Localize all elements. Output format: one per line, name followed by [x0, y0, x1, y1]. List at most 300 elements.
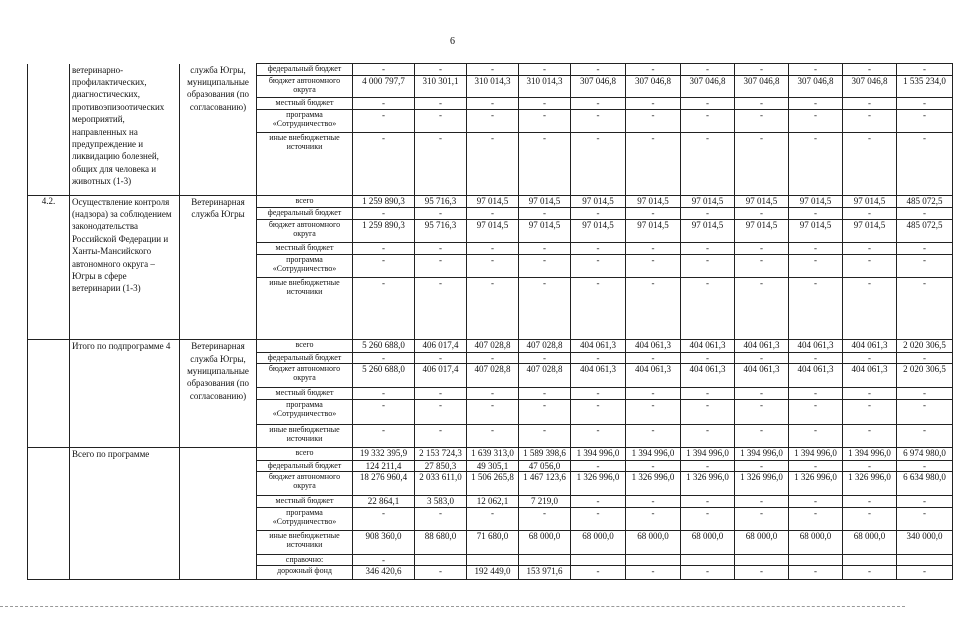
amount-cell: -	[681, 254, 735, 277]
amount-cell: -	[626, 424, 681, 447]
budget-table	[27, 63, 953, 580]
amount-cell: -	[897, 243, 953, 255]
amount-cell: -	[843, 109, 897, 133]
amount-cell: -	[843, 496, 897, 508]
amount-cell: -	[843, 277, 897, 339]
amount-cell: -	[415, 64, 467, 76]
amount-cell: -	[789, 98, 843, 110]
amount-cell: 404 061,3	[571, 340, 626, 353]
amount-cell: -	[789, 208, 843, 220]
amount-cell: -	[843, 64, 897, 76]
amount-cell: 485 072,5	[897, 195, 953, 208]
funding-source: федеральный бюджет	[257, 64, 353, 76]
amount-cell: -	[897, 133, 953, 195]
amount-cell: -	[626, 98, 681, 110]
amount-cell: 2 020 306,5	[897, 340, 953, 353]
amount-cell: 2 153 724,3	[415, 447, 467, 460]
amount-cell: -	[571, 133, 626, 195]
amount-cell: -	[681, 109, 735, 133]
responsible-party: Ветеринарная служба Югры	[180, 195, 257, 340]
amount-cell: 407 028,8	[467, 364, 519, 387]
amount-cell: 97 014,5	[571, 219, 626, 242]
amount-cell: 97 014,5	[789, 195, 843, 208]
amount-cell: -	[897, 387, 953, 400]
amount-cell: -	[843, 387, 897, 400]
amount-cell: -	[353, 352, 415, 364]
amount-cell: -	[681, 352, 735, 364]
amount-cell	[789, 554, 843, 566]
amount-cell: -	[519, 508, 571, 531]
amount-cell: 47 056,0	[519, 460, 571, 472]
amount-cell: -	[681, 64, 735, 76]
amount-cell: -	[353, 400, 415, 424]
amount-cell: 124 211,4	[353, 460, 415, 472]
amount-cell: -	[415, 243, 467, 255]
amount-cell: 1 394 996,0	[571, 447, 626, 460]
amount-cell: -	[353, 64, 415, 76]
amount-cell: 1 259 890,3	[353, 219, 415, 242]
amount-cell: -	[897, 566, 953, 580]
amount-cell: -	[626, 496, 681, 508]
amount-cell: 404 061,3	[789, 364, 843, 387]
table-row	[28, 340, 953, 353]
amount-cell: -	[681, 387, 735, 400]
amount-cell: -	[626, 109, 681, 133]
amount-cell: -	[415, 98, 467, 110]
amount-cell: 307 046,8	[843, 75, 897, 97]
amount-cell: 2 020 306,5	[897, 364, 953, 387]
amount-cell: 1 467 123,6	[519, 472, 571, 496]
amount-cell: -	[415, 566, 467, 580]
amount-cell: -	[843, 98, 897, 110]
amount-cell: 404 061,3	[735, 340, 789, 353]
amount-cell: -	[626, 277, 681, 339]
amount-cell: -	[626, 254, 681, 277]
amount-cell: -	[353, 243, 415, 255]
amount-cell: -	[626, 460, 681, 472]
amount-cell: -	[467, 352, 519, 364]
amount-cell: 97 014,5	[843, 219, 897, 242]
amount-cell: -	[789, 64, 843, 76]
amount-cell: -	[467, 64, 519, 76]
page-bottom-edge	[0, 606, 905, 607]
amount-cell: -	[789, 566, 843, 580]
amount-cell: -	[467, 133, 519, 195]
amount-cell: 68 000,0	[789, 531, 843, 554]
amount-cell: -	[735, 566, 789, 580]
funding-source: программа «Сотрудничество»	[257, 508, 353, 531]
amount-cell	[415, 554, 467, 566]
amount-cell: -	[735, 277, 789, 339]
row-index	[28, 447, 70, 579]
amount-cell: -	[415, 254, 467, 277]
amount-cell: 5 260 688,0	[353, 340, 415, 353]
amount-cell: -	[789, 424, 843, 447]
amount-cell: 404 061,3	[789, 340, 843, 353]
amount-cell: -	[789, 460, 843, 472]
amount-cell: -	[519, 254, 571, 277]
amount-cell: -	[626, 352, 681, 364]
amount-cell: 97 014,5	[467, 219, 519, 242]
funding-source: иные внебюджетные источники	[257, 424, 353, 447]
amount-cell: -	[519, 133, 571, 195]
amount-cell: -	[735, 133, 789, 195]
amount-cell: 49 305,1	[467, 460, 519, 472]
amount-cell: -	[789, 254, 843, 277]
amount-cell: -	[571, 98, 626, 110]
amount-cell: 97 014,5	[519, 195, 571, 208]
amount-cell: 97 014,5	[735, 195, 789, 208]
activity-name: ветеринарно-профилактических, диагностических, противоэпизоотических мероприятий, направленных на предупреждение и ликвидацию болезней, общих для человека и животных (1-3)	[70, 64, 180, 196]
funding-source: бюджет автономного округа	[257, 472, 353, 496]
amount-cell: -	[415, 387, 467, 400]
amount-cell: -	[681, 496, 735, 508]
amount-cell: -	[353, 387, 415, 400]
amount-cell: -	[353, 508, 415, 531]
amount-cell: -	[626, 208, 681, 220]
amount-cell: -	[843, 400, 897, 424]
amount-cell: 1 394 996,0	[735, 447, 789, 460]
amount-cell: 95 716,3	[415, 219, 467, 242]
amount-cell: 97 014,5	[681, 219, 735, 242]
amount-cell: -	[467, 98, 519, 110]
row-index: 4.2.	[28, 195, 70, 340]
amount-cell: -	[571, 460, 626, 472]
funding-source: всего	[257, 447, 353, 460]
amount-cell: -	[789, 508, 843, 531]
amount-cell: -	[897, 98, 953, 110]
amount-cell: -	[415, 424, 467, 447]
amount-cell: -	[571, 277, 626, 339]
amount-cell: 1 639 313,0	[467, 447, 519, 460]
amount-cell: 485 072,5	[897, 219, 953, 242]
amount-cell: -	[789, 387, 843, 400]
amount-cell: 4 000 797,7	[353, 75, 415, 97]
responsible-party: Ветеринарная служба Югры, муниципальные образования (по согласованию)	[180, 340, 257, 448]
amount-cell: 5 260 688,0	[353, 364, 415, 387]
activity-name: Итого по подпрограмме 4	[70, 340, 180, 448]
amount-cell: 1 326 996,0	[681, 472, 735, 496]
amount-cell: -	[681, 424, 735, 447]
funding-source: всего	[257, 340, 353, 353]
amount-cell: 310 014,3	[467, 75, 519, 97]
amount-cell	[626, 554, 681, 566]
amount-cell: -	[735, 460, 789, 472]
amount-cell: -	[519, 243, 571, 255]
amount-cell: 404 061,3	[735, 364, 789, 387]
amount-cell	[735, 554, 789, 566]
amount-cell: 310 301,1	[415, 75, 467, 97]
amount-cell: 340 000,0	[897, 531, 953, 554]
funding-source: местный бюджет	[257, 98, 353, 110]
funding-source: местный бюджет	[257, 243, 353, 255]
amount-cell: -	[897, 277, 953, 339]
amount-cell: 97 014,5	[681, 195, 735, 208]
amount-cell: -	[735, 400, 789, 424]
amount-cell: -	[415, 400, 467, 424]
amount-cell: 27 850,3	[415, 460, 467, 472]
amount-cell: -	[681, 133, 735, 195]
activity-name: Всего по программе	[70, 447, 180, 579]
amount-cell: -	[897, 400, 953, 424]
amount-cell: 404 061,3	[571, 364, 626, 387]
amount-cell: -	[353, 208, 415, 220]
amount-cell: -	[681, 243, 735, 255]
amount-cell: 7 219,0	[519, 496, 571, 508]
amount-cell: -	[681, 208, 735, 220]
amount-cell: 3 583,0	[415, 496, 467, 508]
amount-cell: 346 420,6	[353, 566, 415, 580]
table-row	[28, 64, 953, 76]
amount-cell: -	[467, 254, 519, 277]
amount-cell: -	[735, 387, 789, 400]
amount-cell: -	[571, 400, 626, 424]
amount-cell: -	[571, 496, 626, 508]
funding-source: федеральный бюджет	[257, 352, 353, 364]
amount-cell: 1 589 398,6	[519, 447, 571, 460]
amount-cell: -	[353, 554, 415, 566]
amount-cell: 404 061,3	[843, 364, 897, 387]
amount-cell: 1 394 996,0	[626, 447, 681, 460]
amount-cell: -	[681, 400, 735, 424]
amount-cell: -	[843, 352, 897, 364]
amount-cell: -	[353, 98, 415, 110]
amount-cell: -	[789, 277, 843, 339]
amount-cell: 97 014,5	[467, 195, 519, 208]
amount-cell: -	[789, 496, 843, 508]
amount-cell: 407 028,8	[467, 340, 519, 353]
amount-cell: -	[571, 566, 626, 580]
amount-cell: 68 000,0	[571, 531, 626, 554]
amount-cell: -	[571, 352, 626, 364]
amount-cell: 95 716,3	[415, 195, 467, 208]
amount-cell: -	[626, 566, 681, 580]
page-number: 6	[450, 36, 455, 47]
amount-cell: -	[681, 98, 735, 110]
amount-cell: 6 974 980,0	[897, 447, 953, 460]
amount-cell	[467, 554, 519, 566]
amount-cell: -	[843, 508, 897, 531]
funding-source: справочно:	[257, 554, 353, 566]
funding-source: иные внебюджетные источники	[257, 277, 353, 339]
amount-cell: -	[415, 508, 467, 531]
amount-cell: 97 014,5	[735, 219, 789, 242]
amount-cell: -	[353, 254, 415, 277]
amount-cell: 1 535 234,0	[897, 75, 953, 97]
amount-cell	[681, 554, 735, 566]
amount-cell: 97 014,5	[789, 219, 843, 242]
amount-cell: -	[789, 109, 843, 133]
amount-cell: -	[467, 208, 519, 220]
amount-cell: -	[353, 277, 415, 339]
amount-cell: -	[353, 109, 415, 133]
amount-cell: 407 028,8	[519, 340, 571, 353]
activity-name: Осуществление контроля (надзора) за соблюдением законодательства Российской Федерации и Ханты-Мансийского автономного округа – Югры в сфере ветеринарии (1-3)	[70, 195, 180, 340]
amount-cell: -	[467, 109, 519, 133]
amount-cell: -	[519, 424, 571, 447]
funding-source: иные внебюджетные источники	[257, 133, 353, 195]
amount-cell: -	[571, 508, 626, 531]
amount-cell: 1 326 996,0	[571, 472, 626, 496]
amount-cell: 1 326 996,0	[843, 472, 897, 496]
amount-cell: -	[415, 133, 467, 195]
funding-source: программа «Сотрудничество»	[257, 400, 353, 424]
funding-source: федеральный бюджет	[257, 208, 353, 220]
amount-cell: -	[467, 387, 519, 400]
responsible-party: служба Югры, муниципальные образования (по согласованию)	[180, 64, 257, 196]
amount-cell: -	[571, 424, 626, 447]
amount-cell: -	[681, 566, 735, 580]
amount-cell: 404 061,3	[681, 340, 735, 353]
funding-source: дорожный фонд	[257, 566, 353, 580]
amount-cell: -	[735, 254, 789, 277]
budget-table-body	[28, 64, 953, 580]
amount-cell: 19 332 395,9	[353, 447, 415, 460]
amount-cell: -	[571, 254, 626, 277]
amount-cell: -	[735, 496, 789, 508]
amount-cell: 404 061,3	[843, 340, 897, 353]
amount-cell: -	[353, 424, 415, 447]
funding-source: местный бюджет	[257, 496, 353, 508]
funding-source: иные внебюджетные источники	[257, 531, 353, 554]
amount-cell: -	[571, 64, 626, 76]
amount-cell: -	[897, 208, 953, 220]
amount-cell: 307 046,8	[626, 75, 681, 97]
amount-cell: 404 061,3	[626, 340, 681, 353]
amount-cell: -	[789, 243, 843, 255]
amount-cell: -	[681, 277, 735, 339]
amount-cell: 1 394 996,0	[789, 447, 843, 460]
amount-cell	[843, 554, 897, 566]
amount-cell: -	[843, 243, 897, 255]
amount-cell: 68 000,0	[681, 531, 735, 554]
amount-cell: -	[467, 277, 519, 339]
funding-source: федеральный бюджет	[257, 460, 353, 472]
amount-cell: 1 506 265,8	[467, 472, 519, 496]
amount-cell: 68 000,0	[626, 531, 681, 554]
amount-cell: 407 028,8	[519, 364, 571, 387]
amount-cell: -	[897, 109, 953, 133]
amount-cell: -	[897, 254, 953, 277]
amount-cell: -	[467, 243, 519, 255]
amount-cell: -	[467, 508, 519, 531]
amount-cell	[519, 554, 571, 566]
amount-cell: 6 634 980,0	[897, 472, 953, 496]
amount-cell	[571, 554, 626, 566]
amount-cell: -	[415, 208, 467, 220]
amount-cell: 97 014,5	[571, 195, 626, 208]
amount-cell: 908 360,0	[353, 531, 415, 554]
amount-cell: -	[843, 566, 897, 580]
amount-cell: -	[519, 400, 571, 424]
amount-cell: 404 061,3	[626, 364, 681, 387]
amount-cell: 404 061,3	[681, 364, 735, 387]
amount-cell: -	[571, 208, 626, 220]
amount-cell: 97 014,5	[519, 219, 571, 242]
amount-cell: 1 259 890,3	[353, 195, 415, 208]
amount-cell: -	[789, 133, 843, 195]
amount-cell: 68 000,0	[735, 531, 789, 554]
table-row	[28, 195, 953, 208]
amount-cell: 2 033 611,0	[415, 472, 467, 496]
amount-cell: 88 680,0	[415, 531, 467, 554]
amount-cell: 97 014,5	[626, 195, 681, 208]
amount-cell: -	[843, 254, 897, 277]
amount-cell: -	[735, 508, 789, 531]
amount-cell: 310 014,3	[519, 75, 571, 97]
amount-cell: -	[735, 208, 789, 220]
amount-cell: 307 046,8	[789, 75, 843, 97]
funding-source: местный бюджет	[257, 387, 353, 400]
amount-cell: -	[626, 64, 681, 76]
amount-cell	[897, 554, 953, 566]
amount-cell: -	[843, 460, 897, 472]
funding-source: бюджет автономного округа	[257, 219, 353, 242]
amount-cell: -	[415, 352, 467, 364]
amount-cell: -	[519, 387, 571, 400]
amount-cell: -	[735, 64, 789, 76]
amount-cell: 1 326 996,0	[789, 472, 843, 496]
amount-cell: 153 971,6	[519, 566, 571, 580]
amount-cell: 307 046,8	[735, 75, 789, 97]
amount-cell: -	[735, 424, 789, 447]
amount-cell: -	[571, 387, 626, 400]
amount-cell: 97 014,5	[843, 195, 897, 208]
amount-cell: -	[415, 277, 467, 339]
amount-cell: -	[519, 64, 571, 76]
row-index	[28, 64, 70, 196]
funding-source: программа «Сотрудничество»	[257, 109, 353, 133]
amount-cell: 68 000,0	[519, 531, 571, 554]
amount-cell: -	[626, 133, 681, 195]
amount-cell: 307 046,8	[571, 75, 626, 97]
amount-cell: -	[789, 400, 843, 424]
amount-cell: -	[626, 243, 681, 255]
amount-cell: -	[626, 387, 681, 400]
funding-source: бюджет автономного округа	[257, 364, 353, 387]
funding-source: программа «Сотрудничество»	[257, 254, 353, 277]
amount-cell: 307 046,8	[681, 75, 735, 97]
funding-source: бюджет автономного округа	[257, 75, 353, 97]
amount-cell: -	[735, 243, 789, 255]
responsible-party	[180, 447, 257, 579]
amount-cell: -	[897, 496, 953, 508]
amount-cell: -	[571, 109, 626, 133]
amount-cell: 68 000,0	[843, 531, 897, 554]
amount-cell: 406 017,4	[415, 340, 467, 353]
amount-cell: -	[843, 424, 897, 447]
amount-cell: -	[415, 109, 467, 133]
amount-cell: 22 864,1	[353, 496, 415, 508]
amount-cell: -	[897, 508, 953, 531]
amount-cell: -	[843, 133, 897, 195]
amount-cell: -	[735, 98, 789, 110]
funding-source: всего	[257, 195, 353, 208]
amount-cell: 1 394 996,0	[843, 447, 897, 460]
amount-cell: -	[897, 460, 953, 472]
amount-cell: -	[353, 133, 415, 195]
amount-cell: -	[519, 208, 571, 220]
amount-cell: -	[681, 508, 735, 531]
amount-cell: -	[626, 400, 681, 424]
amount-cell: -	[897, 424, 953, 447]
amount-cell: 1 394 996,0	[681, 447, 735, 460]
amount-cell: 18 276 960,4	[353, 472, 415, 496]
amount-cell: -	[843, 208, 897, 220]
amount-cell: -	[571, 243, 626, 255]
amount-cell: 71 680,0	[467, 531, 519, 554]
amount-cell: -	[519, 352, 571, 364]
